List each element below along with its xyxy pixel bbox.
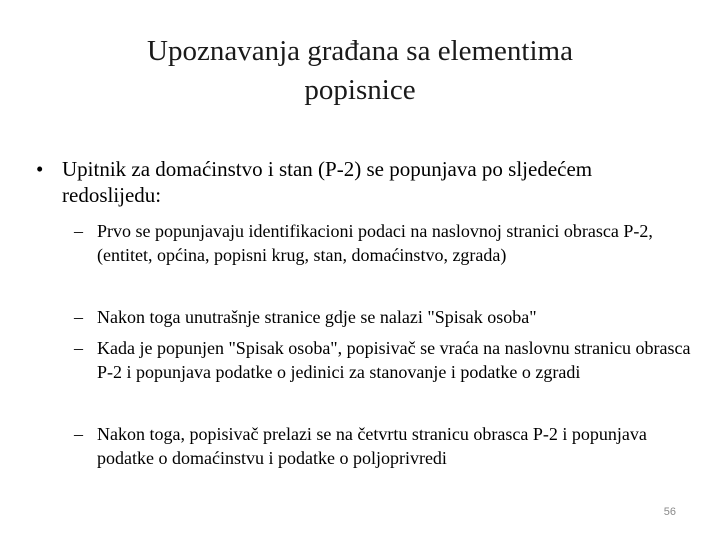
slide-title-line-2: popisnice <box>304 74 416 106</box>
page-number: 56 <box>663 506 676 518</box>
slide-title <box>60 32 660 110</box>
dash-icon: – <box>74 338 83 358</box>
dash-icon: – <box>74 221 83 241</box>
slide-title-line-1: Upoznavanja građana sa elementima <box>147 35 573 67</box>
sub-bullet-text: Nakon toga unutrašnje stranice gdje se nalazi "Spisak osoba" <box>97 307 537 327</box>
bullet-icon: • <box>36 157 44 181</box>
dash-icon: – <box>74 424 83 444</box>
dash-icon: – <box>74 307 83 327</box>
sub-bullet-text: Nakon toga, popisivač prelazi se na četvrtu stranicu obrasca P-2 i popunjava podatke o domaćinstvu i podatke o poljoprivredi <box>97 424 647 468</box>
main-bullet-text: Upitnik za domaćinstvo i stan (P-2) se popunjava po sljedećem redoslijedu: <box>62 157 593 207</box>
sub-bullet-text: Kada je popunjen "Spisak osoba", popisivač se vraća na naslovnu stranicu obrasca P-2 i popunjava podatke o jedinici za stanovanje i podatke o zgradi <box>97 338 691 382</box>
sub-bullet-text: Prvo se popunjavaju identifikacioni podaci na naslovnoj stranici obrasca P-2, (entitet, općina, popisni krug, stan, domaćinstvo, zgrada) <box>97 221 653 265</box>
